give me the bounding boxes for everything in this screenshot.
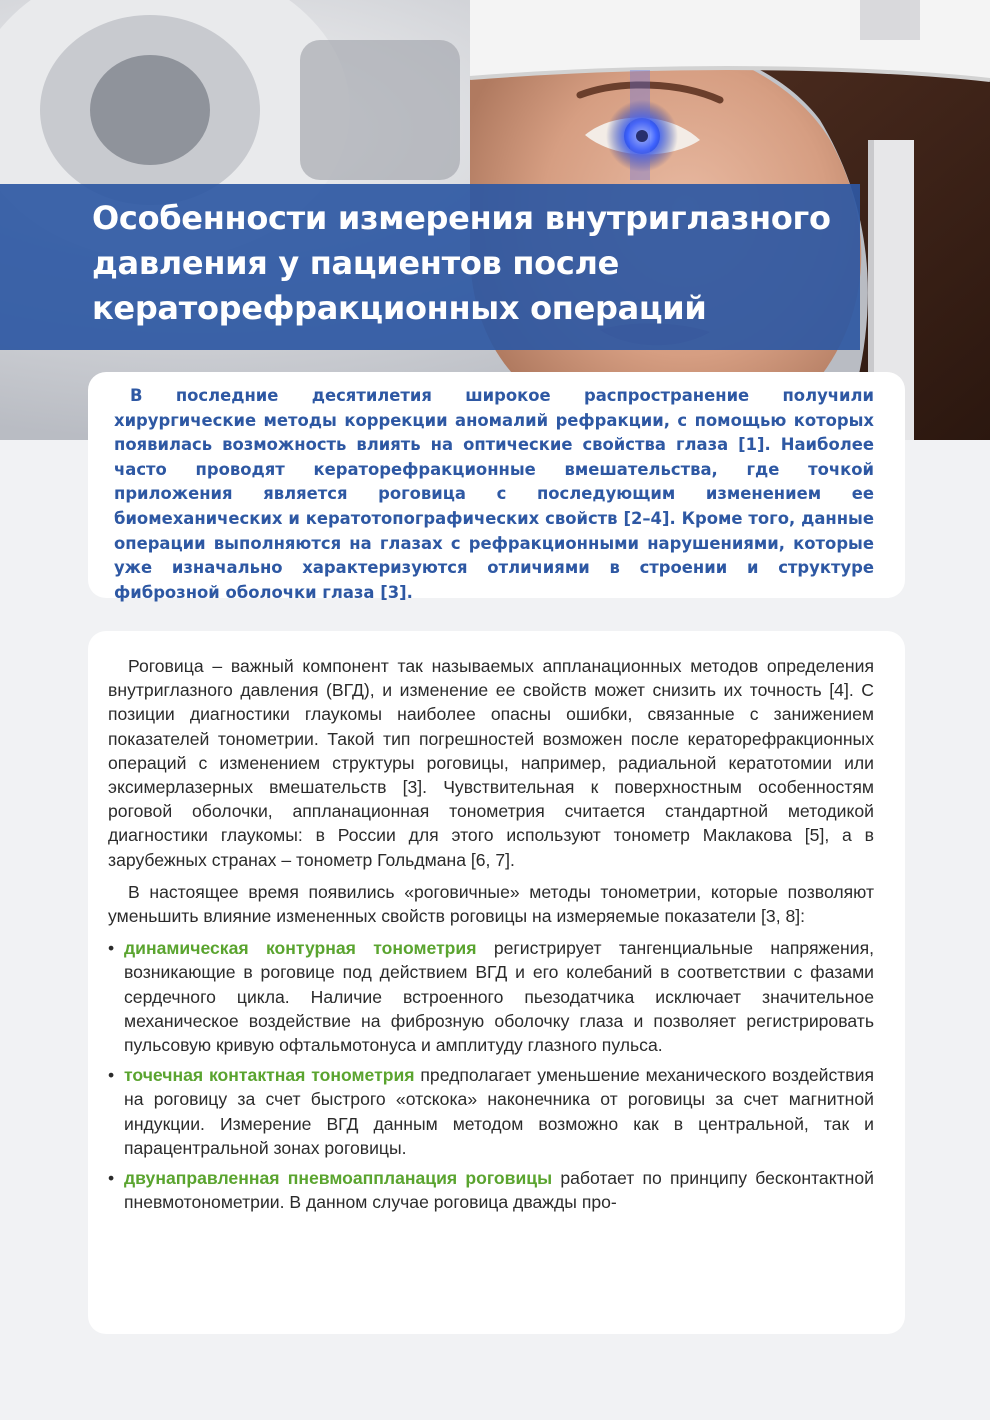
method-term: двунаправленная пневмоаппланация роговицы — [124, 1168, 553, 1189]
method-term: динамическая контурная тонометрия — [124, 938, 477, 959]
method-description: предполагает уменьшение механического воздействия на роговицу за счет быстрого «отскока» наконечника от роговицы за счет магнитной индукции. Измерение ВГД данным методом возможно как в центральной, так и парацентральной зонах роговицы. — [124, 1065, 875, 1158]
method-description: работает по принципу бесконтактной пневмотонометрии. В данном случае роговица дважды про- — [124, 1168, 875, 1213]
method-description: регистрирует тангенциальные напряжения, возникающие в роговице под действием ВГД и его колебаний в соответствии с фазами сердечного цикла. Наличие встроенного пьезодатчика исключает значительное механическое воздействие на фиброзную оболочку глаза и позволяет регистрировать пульсовую кривую офтальмотонуса и амплитуду глазного пульса. — [124, 938, 874, 1056]
bullet-icon: • — [108, 1168, 115, 1189]
intro-paragraph: В последние десятилетия широкое распространение получили хирургические методы коррекции аномалий рефракции, с помощью которых появилась возможность влиять на оптические свойства глаза [1]. Наиболее часто проводят кераторефракционные вмешательства, где точкой приложения является роговица с последующим изменением ее биомеханических и кератотопографических свойств [2–4]. Кроме того, данные операции выполняются на глазах с рефракционными нарушениями, которые уже изначально характеризуются отличиями в строении и структуре фиброзной оболочки глаза [3]. — [114, 386, 874, 602]
bullet-icon: • — [108, 1065, 115, 1086]
page-title: Особенности измерения внутриглазного давления у пациентов после кераторефракционных операций — [92, 199, 831, 327]
bullet-icon: • — [108, 938, 115, 959]
methods-list — [108, 936, 874, 1214]
article-body — [108, 654, 874, 1220]
method-term: точечная контактная тонометрия — [124, 1065, 415, 1086]
list-item — [108, 936, 874, 1057]
list-item — [108, 1063, 874, 1160]
body-paragraph: Роговица – важный компонент так называемых аппланационных методов определения внутриглазного давления (ВГД), и изменение ее свойств может снизить их точность [4]. С позиции диагностики глаукомы наиболее опасны ошибки, связанные с занижением показателей тонометрии. Такой тип погрешностей возможен после кераторефракционных операций с изменением структуры роговицы, например, радиальной кератотомии или эксимерлазерных вмешательств [3]. Чувствительная к поверхностным особенностям роговой оболочки, аппланационная тонометрия считается стандартной методикой диагностики глаукомы: в России для этого используют тонометр Маклакова [5], а в зарубежных странах – тонометр Гольдмана [6, 7]. — [108, 656, 874, 870]
list-item — [108, 1166, 874, 1214]
body-paragraph: В настоящее время появились «роговичные» методы тонометрии, которые позволяют уменьшить влияние измененных свойств роговицы на измеряемые показатели [3, 8]: — [108, 881, 874, 927]
